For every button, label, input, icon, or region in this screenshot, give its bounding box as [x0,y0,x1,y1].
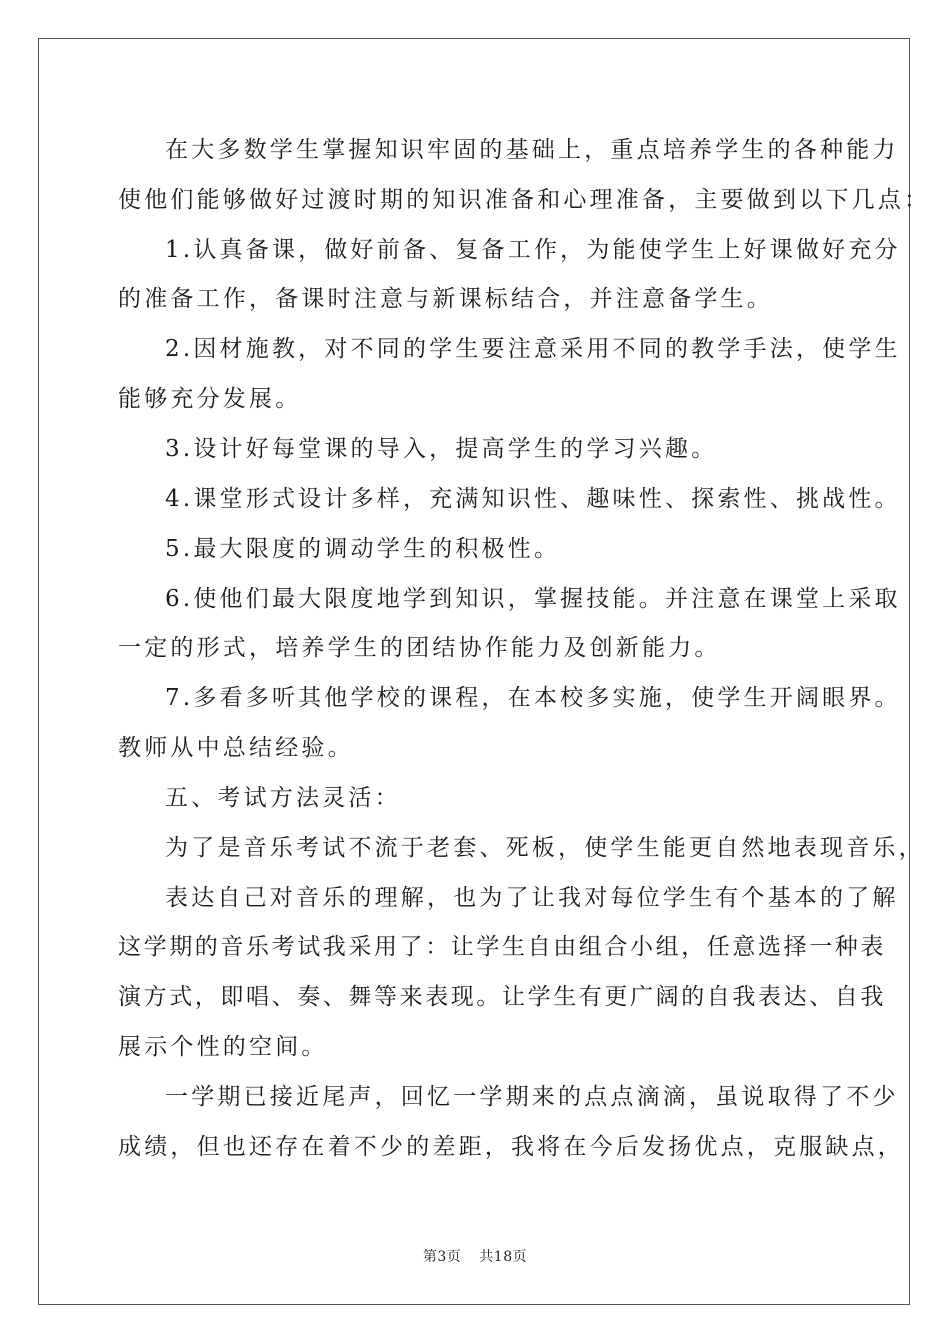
page-total: 共18页 [479,1249,528,1265]
text-line: 一学期已接近尾声，回忆一学期来的点点滴滴，虽说取得了不少 [165,1084,899,1110]
text-line: 在大多数学生掌握知识牢固的基础上，重点培养学生的各种能力 [165,137,899,163]
text-line: 展示个性的空间。 [118,1034,328,1060]
text-line: 演方式，即唱、奏、舞等来表现。让学生有更广阔的自我表达、自我 [118,984,886,1010]
page-frame [38,38,910,1305]
text-line: 成绩，但也还存在着不少的差距，我将在今后发扬优点，克服缺点， [118,1134,904,1160]
text-line: 3.设计好每堂课的导入，提高学生的学习兴趣。 [165,436,718,462]
text-line: 1.认真备课，做好前备、复备工作，为能使学生上好课做好充分 [165,237,901,263]
page-number: 第3页 [422,1249,462,1265]
text-line: 表达自己对音乐的理解，也为了让我对每位学生有个基本的了解 [165,885,899,911]
text-line: 7.多看多听其他学校的课程，在本校多实施，使学生开阔眼界。 [165,685,901,711]
text-line: 5.最大限度的调动学生的积极性。 [165,536,561,562]
text-line: 6.使他们最大限度地学到知识，掌握技能。并注意在课堂上采取 [165,586,901,612]
page-footer [0,1246,950,1266]
text-line: 这学期的音乐考试我采用了：让学生自由组合小组，任意选择一种表 [118,934,886,960]
text-line: 4.课堂形式设计多样，充满知识性、趣味性、探索性、挑战性。 [165,486,901,512]
text-line: 使他们能够做好过渡时期的知识准备和心理准备，主要做到以下几点： [118,187,931,213]
text-line: 为了是音乐考试不流于老套、死板，使学生能更自然地表现音乐， [165,835,925,861]
text-line: 教师从中总结经验。 [118,735,354,761]
text-line: 2.因材施教，对不同的学生要注意采用不同的教学手法，使学生 [165,336,901,362]
text-line: 一定的形式，培养学生的团结协作能力及创新能力。 [118,635,721,661]
section-heading: 五、考试方法灵活： [165,785,401,811]
text-line: 能够充分发展。 [118,386,302,412]
text-line: 的准备工作，备课时注意与新课标结合，并注意备学生。 [118,286,773,312]
